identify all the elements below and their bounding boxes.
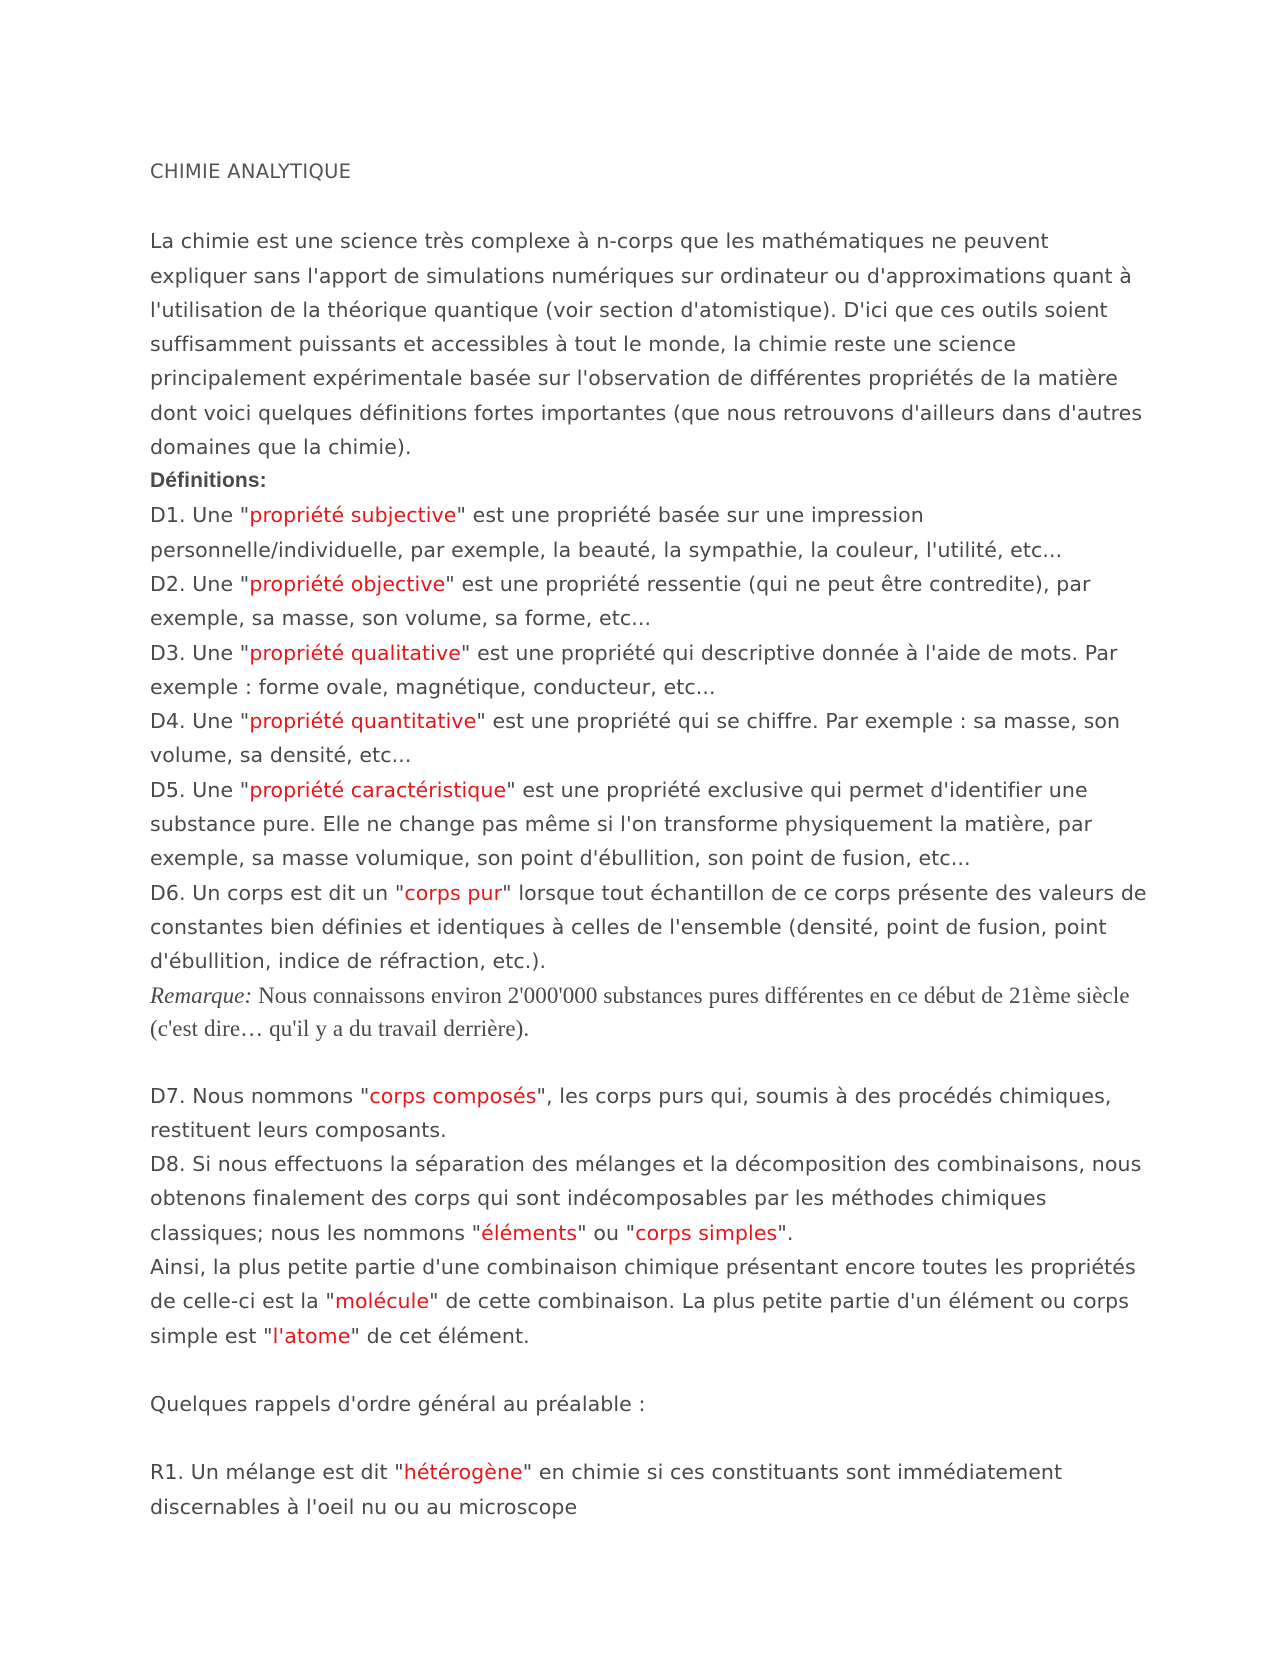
rappels-heading: Quelques rappels d'ordre général au préalable : [150,1391,646,1416]
term-highlight: l'atome [272,1323,351,1348]
definition-d6: D6. Un corps est dit un "corps pur" lorsque tout échantillon de ce corps présente des valeurs de constantes bien définies et identiques à celles de l'ensemble (densité, point de fusion, point d'ébullition, indice de réfraction, etc.). [150,880,1147,974]
term-highlight: propriété objective [249,571,446,596]
term-highlight: propriété qualitative [249,640,461,665]
definition-d2: D2. Une "propriété objective" est une propriété ressentie (qui ne peut être contredite), par exemple, sa masse, son volume, sa forme, etc... [150,571,1091,631]
term-highlight: corps pur [404,880,503,905]
document-title: CHIMIE ANALYTIQUE [150,160,352,183]
term-highlight: propriété caractéristique [249,777,507,802]
remark-label: Remarque: [150,982,253,1008]
term-highlight: propriété subjective [249,503,457,528]
definition-d3: D3. Une "propriété qualitative" est une propriété qui descriptive donnée à l'aide de mots. Par exemple : forme ovale, magnétique, conducteur, etc... [150,640,1118,699]
term-highlight: éléments [481,1220,578,1245]
definition-d5: D5. Une "propriété caractéristique" est une propriété exclusive qui permet d'identifier une substance pure. Elle ne change pas même si l'on transforme physiquement la matière, par exemple, sa masse volumique, son point d'ébullition, son point de fusion, etc... [150,777,1093,871]
definition-d7: D7. Nous nommons "corps composés", les corps purs qui, soumis à des procédés chimiques, restituent leurs composants. [150,1083,1112,1142]
term-highlight: hétérogène [403,1460,523,1485]
definition-d4: D4. Une "propriété quantitative" est une propriété qui se chiffre. Par exemple : sa masse, son volume, sa densité, etc... [150,709,1121,768]
term-highlight: corps composés [369,1083,537,1108]
term-highlight: propriété quantitative [249,709,477,734]
definition-d8: D8. Si nous effectuons la séparation des mélanges et la décomposition des combinaisons, nous obtenons finalement des corps qui sont indécomposables par les méthodes chimiques classiques; nous les nommons "éléments" ou "corps simples". [150,1152,1142,1245]
term-highlight: corps simples [635,1220,778,1245]
rappel-r1: R1. Un mélange est dit "hétérogène" en chimie si ces constituants sont immédiatement discernables à l'oeil nu ou au microscope [150,1460,1063,1519]
definitions-heading: Définitions: [150,469,267,493]
term-highlight: molécule [334,1289,430,1314]
definition-d1: D1. Une "propriété subjective" est une propriété basée sur une impression personnelle/individuelle, par exemple, la beauté, la sympathie, la couleur, l'utilité, etc... [150,503,1063,562]
ainsi-paragraph: Ainsi, la plus petite partie d'une combinaison chimique présentant encore toutes les propriétés de celle-ci est la "molécule" de cette combinaison. La plus petite partie d'un élément ou corps simple est "l'atome" de cet élément. [150,1255,1136,1348]
intro-paragraph: La chimie est une science très complexe à n-corps que les mathématiques ne peuvent expliquer sans l'apport de simulations numériques sur ordinateur ou d'approximations quant à l'utilisation de la théorique quantique (voir section d'atomistique). D'ici que ces outils soient suffisamment puissants et accessibles à tout le monde, la chimie reste une science principalement expérimentale basée sur l'observation de différentes propriétés de la matière dont voici quelques définitions fortes importantes (que nous retrouvons d'ailleurs dans d'autres domaines que la chimie). [150,229,1143,460]
document-page [150,155,1150,1524]
remark-paragraph: Remarque: Nous connaissons environ 2'000'000 substances pures différentes en ce début de 21ème siècle (c'est dire… qu'il y a du travail derrière). [150,982,1130,1041]
